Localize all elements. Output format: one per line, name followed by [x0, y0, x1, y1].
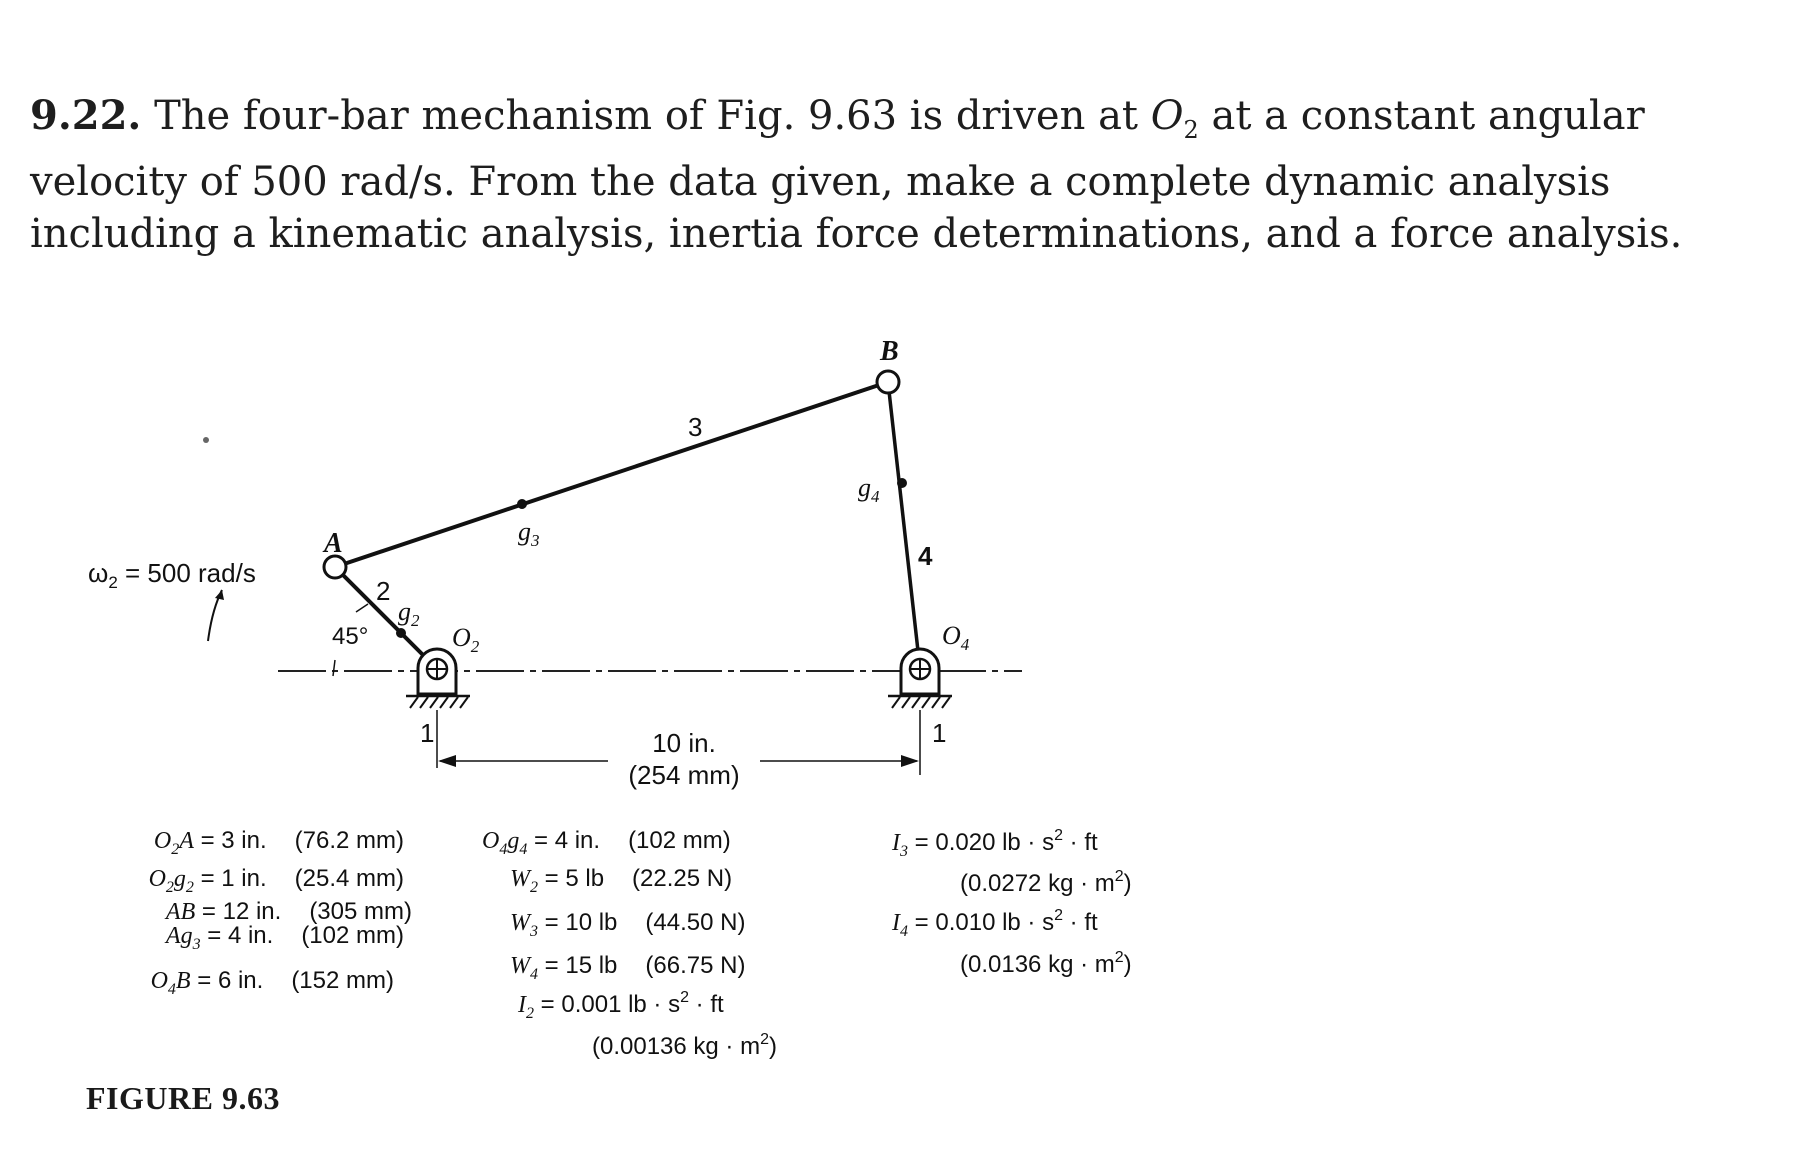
data-row: $O_4B = 6$ in. (152 mm)	[150, 967, 394, 998]
pin-a	[324, 556, 346, 578]
cg-3-dot	[517, 499, 527, 509]
o4-label: $O_4$	[942, 621, 970, 654]
data-row: $W_2 = 5$ lb (22.25 N)	[510, 865, 733, 896]
pivot-o4	[888, 649, 952, 708]
data-row-metric: (0.00136 kg · $m^2$)	[592, 1031, 777, 1060]
data-column-2	[482, 827, 777, 1060]
dimension-in-label: 10 in.	[652, 728, 716, 758]
figure-caption: FIGURE 9.63	[86, 1080, 280, 1116]
driven-at-symbol: O	[1150, 93, 1184, 139]
data-row: $O_2g_2 = 1$ in. (25.4 mm)	[148, 865, 404, 896]
cg-2-label: $g_2$	[398, 597, 420, 630]
link-4	[888, 382, 920, 669]
data-row: $O_2A = 3$ in. (76.2 mm)	[153, 827, 404, 858]
data-row: $O_4g_4 = 4$ in. (102 mm)	[482, 827, 731, 858]
angle-arc	[356, 604, 368, 612]
problem-text-before: The four-bar mechanism of Fig. 9.63 is driven at	[141, 93, 1151, 139]
data-row: $W_3 = 10$ lb (44.50 N)	[510, 909, 746, 940]
data-row: $Ag_3 = 4$ in. (102 mm)	[165, 922, 404, 953]
driven-at-sub: 2	[1183, 116, 1199, 144]
cg-2-dot	[396, 628, 406, 638]
cg-4-dot	[897, 478, 907, 488]
pivot-o2	[406, 649, 470, 708]
o2-label: $O_2$	[452, 623, 480, 656]
data-column-3	[891, 827, 1132, 978]
omega-arrowhead-icon	[215, 590, 224, 600]
dimension-mm-label: (254 mm)	[628, 760, 740, 790]
omega-label: $\omega_2 = 500$ rad/s	[88, 558, 256, 592]
stray-mark	[203, 437, 209, 443]
problem-text-after: at a constant angular velocity of 500 rad/s. From the data given, make a complete dynamic analysis including a kinematic analysis, inertia force determinations, and a force analysis.	[30, 93, 1683, 257]
data-row: $I_4 = 0.010$ lb · $s^2$ · ft	[892, 907, 1098, 940]
link-3-label: 3	[688, 412, 703, 442]
link-3	[335, 382, 888, 567]
ground-right-label: 1	[932, 718, 947, 748]
data-row: $I_2 = 0.001$ lb · $s^2$ · ft	[518, 989, 724, 1022]
data-row: $W_4 = 15$ lb (66.75 N)	[510, 952, 746, 983]
cg-4-label: $g_4$	[858, 473, 880, 506]
angle-label: 45°	[332, 623, 369, 650]
link-4-label: 4	[918, 541, 933, 571]
data-row-metric: (0.0136 kg · $m^2$)	[960, 949, 1132, 978]
data-row-metric: (0.0272 kg · $m^2$)	[960, 868, 1132, 897]
pin-b	[877, 371, 899, 393]
data-column-1	[149, 827, 412, 998]
data-row: $I_3 = 0.020$ lb · $s^2$ · ft	[892, 827, 1098, 860]
angle-tick	[333, 660, 335, 676]
data-row: AB = 12 in. (305 mm)	[165, 898, 412, 925]
point-a-label: A	[324, 528, 343, 559]
link-2-label: 2	[376, 576, 391, 606]
problem-number: 9.22.	[30, 92, 142, 139]
ground-left-label: 1	[420, 718, 435, 748]
cg-3-label: $g_3$	[518, 517, 540, 550]
point-b-label: B	[880, 336, 899, 367]
